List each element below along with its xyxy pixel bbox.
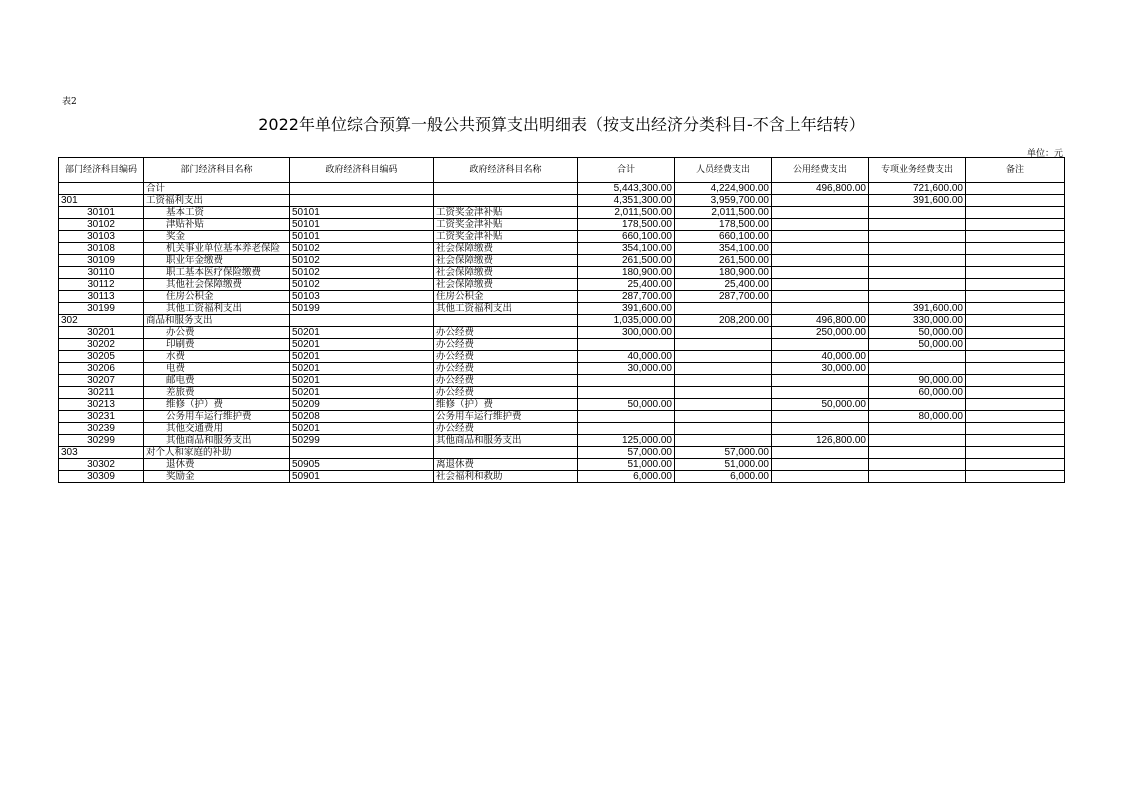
cell-note (966, 423, 1065, 435)
cell-gov-name: 社会保障缴费 (434, 279, 578, 291)
cell-gov-code: 50201 (290, 339, 434, 351)
cell-public (772, 279, 869, 291)
cell-personnel: 6,000.00 (675, 471, 772, 483)
cell-total: 51,000.00 (578, 459, 675, 471)
cell-dept-name: 邮电费 (144, 375, 290, 387)
cell-gov-code: 50101 (290, 207, 434, 219)
cell-gov-name: 社会保障缴费 (434, 243, 578, 255)
header-dept-code: 部门经济科目编码 (59, 158, 144, 183)
cell-total: 4,351,300.00 (578, 195, 675, 207)
cell-dept-code: 30302 (59, 459, 144, 471)
cell-note (966, 267, 1065, 279)
cell-personnel (675, 339, 772, 351)
cell-special: 391,600.00 (869, 303, 966, 315)
cell-personnel (675, 435, 772, 447)
cell-dept-name: 职工基本医疗保险缴费 (144, 267, 290, 279)
table-row (59, 447, 1065, 459)
header-total: 合计 (578, 158, 675, 183)
cell-personnel: 57,000.00 (675, 447, 772, 459)
table-row (59, 183, 1065, 195)
cell-special (869, 435, 966, 447)
cell-special (869, 219, 966, 231)
cell-special (869, 447, 966, 459)
cell-note (966, 387, 1065, 399)
cell-note (966, 399, 1065, 411)
cell-total: 660,100.00 (578, 231, 675, 243)
cell-note (966, 183, 1065, 195)
cell-special (869, 351, 966, 363)
cell-note (966, 243, 1065, 255)
cell-gov-code: 50208 (290, 411, 434, 423)
cell-gov-name: 办公经费 (434, 351, 578, 363)
cell-dept-code: 30101 (59, 207, 144, 219)
cell-dept-name: 其他商品和服务支出 (144, 435, 290, 447)
cell-gov-name: 其他商品和服务支出 (434, 435, 578, 447)
cell-dept-name: 维修（护）费 (144, 399, 290, 411)
cell-public (772, 255, 869, 267)
cell-total (578, 423, 675, 435)
table-row (59, 375, 1065, 387)
cell-total: 5,443,300.00 (578, 183, 675, 195)
table-row (59, 291, 1065, 303)
cell-note (966, 279, 1065, 291)
cell-gov-code: 50102 (290, 267, 434, 279)
cell-gov-code: 50201 (290, 387, 434, 399)
cell-public: 496,800.00 (772, 315, 869, 327)
cell-special (869, 207, 966, 219)
cell-gov-name: 社会保障缴费 (434, 267, 578, 279)
cell-note (966, 195, 1065, 207)
cell-public: 40,000.00 (772, 351, 869, 363)
cell-dept-name: 公务用车运行维护费 (144, 411, 290, 423)
cell-total: 300,000.00 (578, 327, 675, 339)
cell-public (772, 447, 869, 459)
unit-label: 单位：元 (1026, 149, 1063, 159)
cell-dept-code: 30205 (59, 351, 144, 363)
cell-gov-code: 50102 (290, 255, 434, 267)
table-row (59, 459, 1065, 471)
cell-public (772, 219, 869, 231)
cell-dept-name: 水费 (144, 351, 290, 363)
cell-dept-name: 机关事业单位基本养老保险 (144, 243, 290, 255)
cell-personnel: 25,400.00 (675, 279, 772, 291)
cell-total: 261,500.00 (578, 255, 675, 267)
cell-gov-code: 50103 (290, 291, 434, 303)
cell-gov-name (434, 315, 578, 327)
cell-dept-code: 30110 (59, 267, 144, 279)
table-row (59, 207, 1065, 219)
table-row (59, 315, 1065, 327)
table-row (59, 255, 1065, 267)
cell-gov-code: 50201 (290, 423, 434, 435)
sheet-label: 表2 (62, 97, 77, 107)
cell-note (966, 231, 1065, 243)
cell-note (966, 219, 1065, 231)
cell-public (772, 423, 869, 435)
cell-dept-code: 302 (59, 315, 144, 327)
cell-note (966, 339, 1065, 351)
cell-special (869, 399, 966, 411)
table-body (59, 183, 1065, 483)
cell-dept-name: 差旅费 (144, 387, 290, 399)
cell-note (966, 207, 1065, 219)
cell-gov-name: 其他工资福利支出 (434, 303, 578, 315)
budget-table (58, 157, 1065, 483)
cell-public (772, 303, 869, 315)
cell-special: 721,600.00 (869, 183, 966, 195)
cell-dept-code: 30213 (59, 399, 144, 411)
cell-total (578, 375, 675, 387)
cell-personnel: 261,500.00 (675, 255, 772, 267)
cell-public (772, 375, 869, 387)
cell-public (772, 243, 869, 255)
cell-special (869, 255, 966, 267)
cell-special (869, 423, 966, 435)
cell-gov-name: 住房公积金 (434, 291, 578, 303)
cell-public: 250,000.00 (772, 327, 869, 339)
cell-dept-name: 其他交通费用 (144, 423, 290, 435)
cell-note (966, 447, 1065, 459)
cell-gov-code: 50201 (290, 351, 434, 363)
cell-gov-name: 公务用车运行维护费 (434, 411, 578, 423)
cell-personnel (675, 387, 772, 399)
cell-dept-code: 30199 (59, 303, 144, 315)
cell-special (869, 279, 966, 291)
table-row (59, 279, 1065, 291)
cell-personnel: 208,200.00 (675, 315, 772, 327)
cell-public (772, 207, 869, 219)
cell-special (869, 231, 966, 243)
cell-personnel: 354,100.00 (675, 243, 772, 255)
cell-total (578, 387, 675, 399)
cell-total: 180,900.00 (578, 267, 675, 279)
cell-total: 125,000.00 (578, 435, 675, 447)
cell-total (578, 339, 675, 351)
table-row (59, 411, 1065, 423)
table-row (59, 387, 1065, 399)
cell-dept-name: 奖励金 (144, 471, 290, 483)
header-personnel: 人员经费支出 (675, 158, 772, 183)
cell-dept-name: 奖金 (144, 231, 290, 243)
cell-dept-code: 30103 (59, 231, 144, 243)
table-header-row (59, 158, 1065, 183)
cell-gov-name (434, 195, 578, 207)
cell-note (966, 303, 1065, 315)
cell-personnel: 3,959,700.00 (675, 195, 772, 207)
table-row (59, 423, 1065, 435)
table-row (59, 351, 1065, 363)
header-gov-name: 政府经济科目名称 (434, 158, 578, 183)
cell-personnel (675, 399, 772, 411)
cell-dept-name: 职业年金缴费 (144, 255, 290, 267)
table-row (59, 195, 1065, 207)
cell-gov-code (290, 315, 434, 327)
cell-total: 50,000.00 (578, 399, 675, 411)
cell-note (966, 459, 1065, 471)
cell-personnel (675, 327, 772, 339)
cell-special: 50,000.00 (869, 327, 966, 339)
cell-gov-name: 工资奖金津补贴 (434, 231, 578, 243)
cell-total: 6,000.00 (578, 471, 675, 483)
cell-dept-name: 工资福利支出 (144, 195, 290, 207)
cell-note (966, 363, 1065, 375)
cell-dept-code: 30211 (59, 387, 144, 399)
cell-dept-name: 对个人和家庭的补助 (144, 447, 290, 459)
cell-dept-code: 30206 (59, 363, 144, 375)
cell-public: 50,000.00 (772, 399, 869, 411)
cell-public (772, 291, 869, 303)
cell-dept-code: 30231 (59, 411, 144, 423)
cell-special: 80,000.00 (869, 411, 966, 423)
header-dept-name: 部门经济科目名称 (144, 158, 290, 183)
cell-dept-name: 其他工资福利支出 (144, 303, 290, 315)
cell-public (772, 387, 869, 399)
cell-gov-code: 50209 (290, 399, 434, 411)
cell-dept-code: 30207 (59, 375, 144, 387)
header-note: 备注 (966, 158, 1065, 183)
cell-note (966, 471, 1065, 483)
cell-special: 60,000.00 (869, 387, 966, 399)
cell-dept-name: 退休费 (144, 459, 290, 471)
cell-dept-name: 电费 (144, 363, 290, 375)
cell-personnel: 51,000.00 (675, 459, 772, 471)
cell-note (966, 255, 1065, 267)
cell-gov-name: 办公经费 (434, 375, 578, 387)
cell-dept-code: 30299 (59, 435, 144, 447)
cell-special: 90,000.00 (869, 375, 966, 387)
table-row (59, 363, 1065, 375)
cell-personnel: 287,700.00 (675, 291, 772, 303)
cell-personnel (675, 375, 772, 387)
cell-total: 57,000.00 (578, 447, 675, 459)
cell-total: 287,700.00 (578, 291, 675, 303)
cell-public: 30,000.00 (772, 363, 869, 375)
cell-total: 30,000.00 (578, 363, 675, 375)
cell-personnel: 180,900.00 (675, 267, 772, 279)
table-row (59, 471, 1065, 483)
cell-special (869, 471, 966, 483)
cell-special (869, 363, 966, 375)
cell-special (869, 267, 966, 279)
cell-total: 25,400.00 (578, 279, 675, 291)
cell-gov-name: 工资奖金津补贴 (434, 207, 578, 219)
table-row (59, 339, 1065, 351)
cell-note (966, 435, 1065, 447)
cell-gov-name: 办公经费 (434, 423, 578, 435)
table-row (59, 231, 1065, 243)
cell-public (772, 231, 869, 243)
cell-dept-code: 30108 (59, 243, 144, 255)
cell-total: 2,011,500.00 (578, 207, 675, 219)
cell-total (578, 411, 675, 423)
cell-public (772, 195, 869, 207)
cell-dept-name: 印刷费 (144, 339, 290, 351)
cell-gov-code: 50201 (290, 327, 434, 339)
cell-gov-code: 50102 (290, 279, 434, 291)
cell-public: 126,800.00 (772, 435, 869, 447)
cell-special (869, 243, 966, 255)
cell-personnel: 4,224,900.00 (675, 183, 772, 195)
cell-dept-code: 30112 (59, 279, 144, 291)
cell-gov-name: 维修（护）费 (434, 399, 578, 411)
cell-gov-name (434, 447, 578, 459)
table-row (59, 303, 1065, 315)
cell-gov-name (434, 183, 578, 195)
cell-note (966, 291, 1065, 303)
cell-gov-name: 办公经费 (434, 327, 578, 339)
cell-total: 391,600.00 (578, 303, 675, 315)
cell-gov-name: 离退休费 (434, 459, 578, 471)
cell-personnel (675, 411, 772, 423)
cell-dept-name: 合计 (144, 183, 290, 195)
cell-dept-name: 基本工资 (144, 207, 290, 219)
cell-special: 391,600.00 (869, 195, 966, 207)
cell-public: 496,800.00 (772, 183, 869, 195)
cell-gov-code: 50201 (290, 375, 434, 387)
cell-personnel (675, 363, 772, 375)
cell-gov-code: 50299 (290, 435, 434, 447)
cell-gov-code: 50101 (290, 219, 434, 231)
cell-dept-name: 办公费 (144, 327, 290, 339)
cell-note (966, 351, 1065, 363)
cell-dept-code (59, 183, 144, 195)
cell-public (772, 267, 869, 279)
cell-dept-code: 30102 (59, 219, 144, 231)
cell-total: 40,000.00 (578, 351, 675, 363)
header-special: 专项业务经费支出 (869, 158, 966, 183)
cell-total: 354,100.00 (578, 243, 675, 255)
cell-total: 1,035,000.00 (578, 315, 675, 327)
cell-gov-name: 社会福利和救助 (434, 471, 578, 483)
cell-gov-name: 办公经费 (434, 363, 578, 375)
cell-dept-code: 30201 (59, 327, 144, 339)
cell-gov-name: 社会保障缴费 (434, 255, 578, 267)
table-row (59, 327, 1065, 339)
table-row (59, 399, 1065, 411)
table-row (59, 435, 1065, 447)
cell-gov-code (290, 195, 434, 207)
cell-gov-code: 50102 (290, 243, 434, 255)
cell-special (869, 459, 966, 471)
cell-note (966, 375, 1065, 387)
cell-personnel (675, 303, 772, 315)
table-row (59, 267, 1065, 279)
cell-personnel (675, 423, 772, 435)
cell-dept-code: 30239 (59, 423, 144, 435)
cell-dept-name: 其他社会保障缴费 (144, 279, 290, 291)
cell-public (772, 459, 869, 471)
table-row (59, 219, 1065, 231)
cell-gov-code (290, 183, 434, 195)
table-row (59, 243, 1065, 255)
cell-public (772, 471, 869, 483)
cell-gov-code: 50905 (290, 459, 434, 471)
cell-public (772, 339, 869, 351)
cell-gov-name: 工资奖金津补贴 (434, 219, 578, 231)
cell-personnel (675, 351, 772, 363)
cell-gov-code (290, 447, 434, 459)
cell-personnel: 660,100.00 (675, 231, 772, 243)
cell-dept-code: 30113 (59, 291, 144, 303)
cell-dept-code: 30109 (59, 255, 144, 267)
cell-gov-code: 50199 (290, 303, 434, 315)
cell-dept-name: 住房公积金 (144, 291, 290, 303)
cell-public (772, 411, 869, 423)
cell-personnel: 2,011,500.00 (675, 207, 772, 219)
cell-personnel: 178,500.00 (675, 219, 772, 231)
cell-dept-code: 30202 (59, 339, 144, 351)
cell-dept-name: 津贴补贴 (144, 219, 290, 231)
header-gov-code: 政府经济科目编码 (290, 158, 434, 183)
header-public: 公用经费支出 (772, 158, 869, 183)
cell-special: 330,000.00 (869, 315, 966, 327)
cell-gov-code: 50101 (290, 231, 434, 243)
cell-special (869, 291, 966, 303)
page-title: 2022年单位综合预算一般公共预算支出明细表（按支出经济分类科目-不含上年结转） (258, 115, 865, 134)
cell-gov-name: 办公经费 (434, 387, 578, 399)
cell-gov-name: 办公经费 (434, 339, 578, 351)
cell-dept-name: 商品和服务支出 (144, 315, 290, 327)
cell-total: 178,500.00 (578, 219, 675, 231)
cell-dept-code: 303 (59, 447, 144, 459)
cell-gov-code: 50201 (290, 363, 434, 375)
cell-note (966, 327, 1065, 339)
cell-special: 50,000.00 (869, 339, 966, 351)
cell-note (966, 315, 1065, 327)
cell-dept-code: 301 (59, 195, 144, 207)
cell-dept-code: 30309 (59, 471, 144, 483)
cell-gov-code: 50901 (290, 471, 434, 483)
cell-note (966, 411, 1065, 423)
